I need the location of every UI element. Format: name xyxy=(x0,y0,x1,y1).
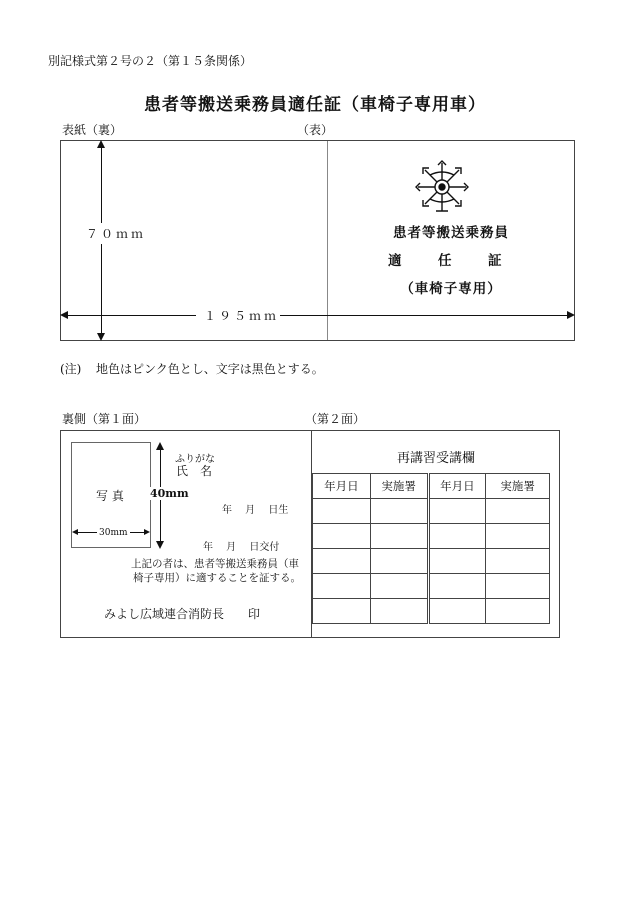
cover-front-subtitle: （車椅子専用） xyxy=(400,281,502,297)
arrow-left-icon xyxy=(72,529,78,535)
table-row xyxy=(313,599,550,624)
table-cell xyxy=(370,574,428,599)
note-text: 地色はピンク色とし、文字は黒色とする。 xyxy=(96,362,324,376)
certification-line-2: 椅子専用）に適することを証する。 xyxy=(133,572,301,584)
table-cell xyxy=(486,549,550,574)
column-header-date: 年月日 xyxy=(428,474,486,499)
column-header-office: 実施署 xyxy=(486,474,550,499)
furigana-label: ふりがな xyxy=(175,454,215,465)
arrow-left-icon xyxy=(60,311,68,319)
cover-front-word-2: 任 xyxy=(438,253,452,269)
cover-front-word-3: 証 xyxy=(488,253,502,269)
arrow-down-icon xyxy=(156,541,164,549)
table-cell xyxy=(313,549,371,574)
inside-side2-label: （第２面） xyxy=(305,412,366,426)
page-title: 患者等搬送乗務員適任証（車椅子専用車） xyxy=(144,95,486,115)
table-cell xyxy=(313,599,371,624)
form-number-label: 別記様式第２号の２（第１５条関係） xyxy=(48,54,253,68)
retraining-table xyxy=(312,473,550,624)
width-dimension-line-left xyxy=(66,315,196,316)
cover-front-label: （表） xyxy=(297,123,334,137)
inside-side1-label: 裏側（第１面） xyxy=(62,412,147,426)
birth-date-label: 年 月 日生 xyxy=(222,505,289,516)
issue-date-label: 年 月 日交付 xyxy=(203,542,280,553)
arrow-right-icon xyxy=(144,529,150,535)
column-header-date: 年月日 xyxy=(313,474,371,499)
cover-back-label: 表紙（裏） xyxy=(62,123,123,137)
issuer-label: みよし広域連合消防長 印 xyxy=(104,607,261,621)
table-cell xyxy=(486,599,550,624)
table-row xyxy=(313,574,550,599)
retraining-table-title: 再講習受講欄 xyxy=(396,451,475,466)
arrow-down-icon xyxy=(97,333,105,341)
arrow-up-icon xyxy=(97,140,105,148)
table-cell xyxy=(370,524,428,549)
height-dimension-label: ７０ｍｍ xyxy=(86,223,146,244)
fire-department-emblem-icon xyxy=(412,155,472,215)
table-cell xyxy=(428,499,486,524)
certification-line-1: 上記の者は、患者等搬送乗務員（車 xyxy=(131,558,299,570)
table-row xyxy=(313,549,550,574)
table-cell xyxy=(313,499,371,524)
table-cell xyxy=(370,599,428,624)
photo-width-label: 30mm xyxy=(99,528,128,538)
name-label: 氏 名 xyxy=(176,464,213,478)
width-dimension-line-right xyxy=(280,315,568,316)
table-cell xyxy=(370,549,428,574)
table-cell xyxy=(313,574,371,599)
table-cell xyxy=(486,574,550,599)
column-header-office: 実施署 xyxy=(370,474,428,499)
arrow-right-icon xyxy=(567,311,575,319)
photo-height-label: 40mm xyxy=(150,487,189,500)
table-header-row xyxy=(313,474,550,499)
table-cell xyxy=(428,599,486,624)
table-cell xyxy=(486,524,550,549)
table-cell xyxy=(486,499,550,524)
table-row xyxy=(313,499,550,524)
arrow-up-icon xyxy=(156,442,164,450)
table-cell xyxy=(428,524,486,549)
cover-front-title: 患者等搬送乗務員 xyxy=(393,225,509,241)
table-cell xyxy=(313,524,371,549)
table-row xyxy=(313,524,550,549)
note-mark: (注) xyxy=(60,362,82,376)
photo-label: 写 真 xyxy=(96,489,124,503)
table-cell xyxy=(428,549,486,574)
cover-front-word-1: 適 xyxy=(388,253,402,269)
table-cell xyxy=(370,499,428,524)
table-cell xyxy=(428,574,486,599)
width-dimension-label: １９５ｍｍ xyxy=(204,309,280,323)
